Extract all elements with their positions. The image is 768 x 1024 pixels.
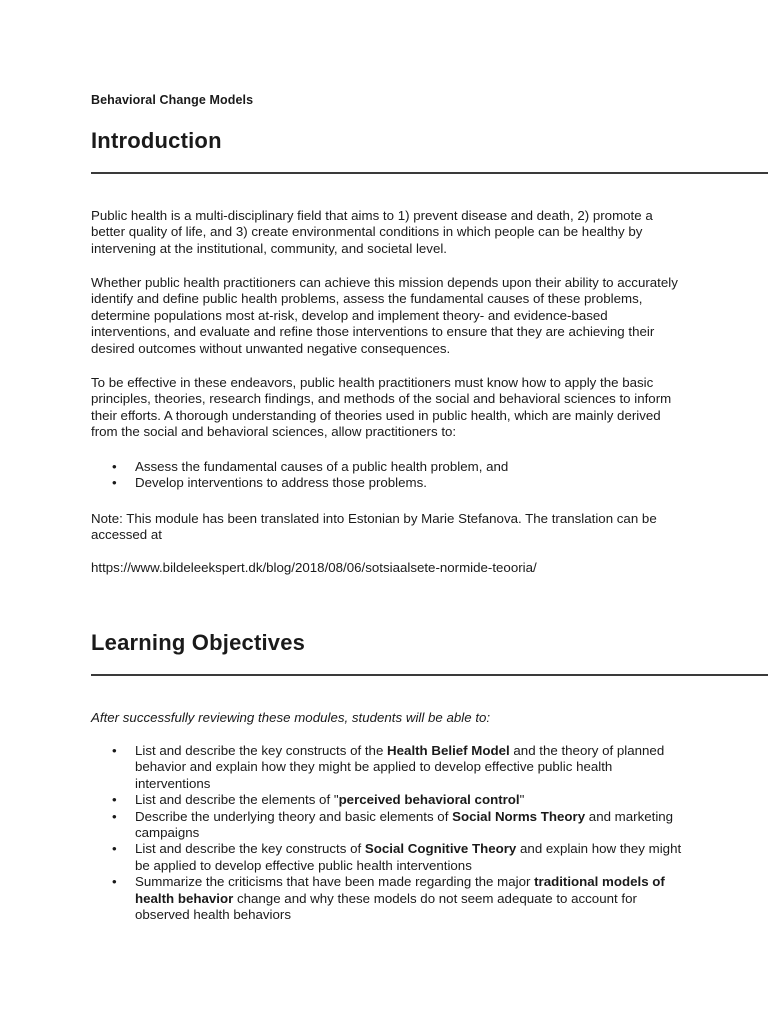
intro-paragraph-1: Public health is a multi-disciplinary field that aims to 1) prevent disease and death, 2) promote a better quality of life, and 3) create environmental conditions in which people can be healthy by intervening at the institutional, community, and societal level. <box>91 208 653 256</box>
objective-item <box>91 841 691 874</box>
intro-paragraph-3: To be effective in these endeavors, public health practitioners must know how to apply the basic principles, theories, research findings, and methods of the social and behavioral sciences to inform their efforts. A thorough understanding of theories used in public health, which are mainly derived from the social and behavioral sciences, allow practitioners to: <box>91 375 672 440</box>
list-item: • Assess the fundamental causes of a public health problem, and <box>91 459 683 475</box>
translation-note: Note: This module has been translated into Estonian by Marie Stefanova. The translation can be accessed at <box>91 511 657 543</box>
objective-key-term: Social Norms Theory <box>452 808 586 824</box>
objective-item <box>91 809 691 842</box>
objective-key-term: Health Belief Model <box>387 743 510 758</box>
objective-key-term: perceived behavioral control <box>338 792 520 808</box>
objectives-intro: After successfully reviewing these modules, students will be able to: <box>91 710 491 725</box>
objectives-list <box>91 743 691 923</box>
objective-item <box>91 874 691 923</box>
objective-text: Summarize the criticisms that have been made regarding the major <box>135 874 535 890</box>
objective-key-term: traditional models of health behavior <box>135 874 665 906</box>
objective-text: List and describe the key constructs of the <box>135 743 388 758</box>
objective-text: and marketing campaigns <box>135 808 674 841</box>
section-divider <box>91 172 768 174</box>
objective-text: and explain how they might be applied to develop effective public health interventions <box>135 841 682 873</box>
objective-item <box>91 743 691 792</box>
objective-text: " <box>519 792 525 808</box>
objective-item <box>91 792 691 808</box>
document-title: Behavioral Change Models <box>91 93 254 107</box>
intro-bullet-list <box>91 459 683 492</box>
objective-text: change and why these models do not seem adequate to account for observed health behaviors <box>135 890 637 923</box>
objective-key-term: Social Cognitive Theory <box>364 841 517 857</box>
learning-objectives-heading: Learning Objectives <box>91 630 306 655</box>
objective-text: Describe the underlying theory and basic elements of <box>135 808 453 824</box>
objective-text: List and describe the elements of " <box>135 792 339 808</box>
introduction-heading: Introduction <box>91 128 222 153</box>
list-item: • Develop interventions to address those problems. <box>91 475 683 491</box>
objective-text: and the theory of planned behavior and explain how they might be applied to develop effective public health interventions <box>135 743 665 791</box>
section-divider <box>91 674 768 676</box>
objective-text: List and describe the key constructs of <box>135 841 365 857</box>
intro-paragraph-2: Whether public health practitioners can achieve this mission depends upon their ability to accurately identify and define public health problems, assess the fundamental causes of these problems, determine populations most at-risk, develop and implement theory- and evidence-based interventions, and evaluate and refine those interventions to ensure that they are achieving their desired outcomes without unwanted negative consequences. <box>91 275 678 356</box>
translation-link[interactable]: https://www.bildeleekspert.dk/blog/2018/08/06/sotsiaalsete-normide-teooria/ <box>91 560 537 575</box>
